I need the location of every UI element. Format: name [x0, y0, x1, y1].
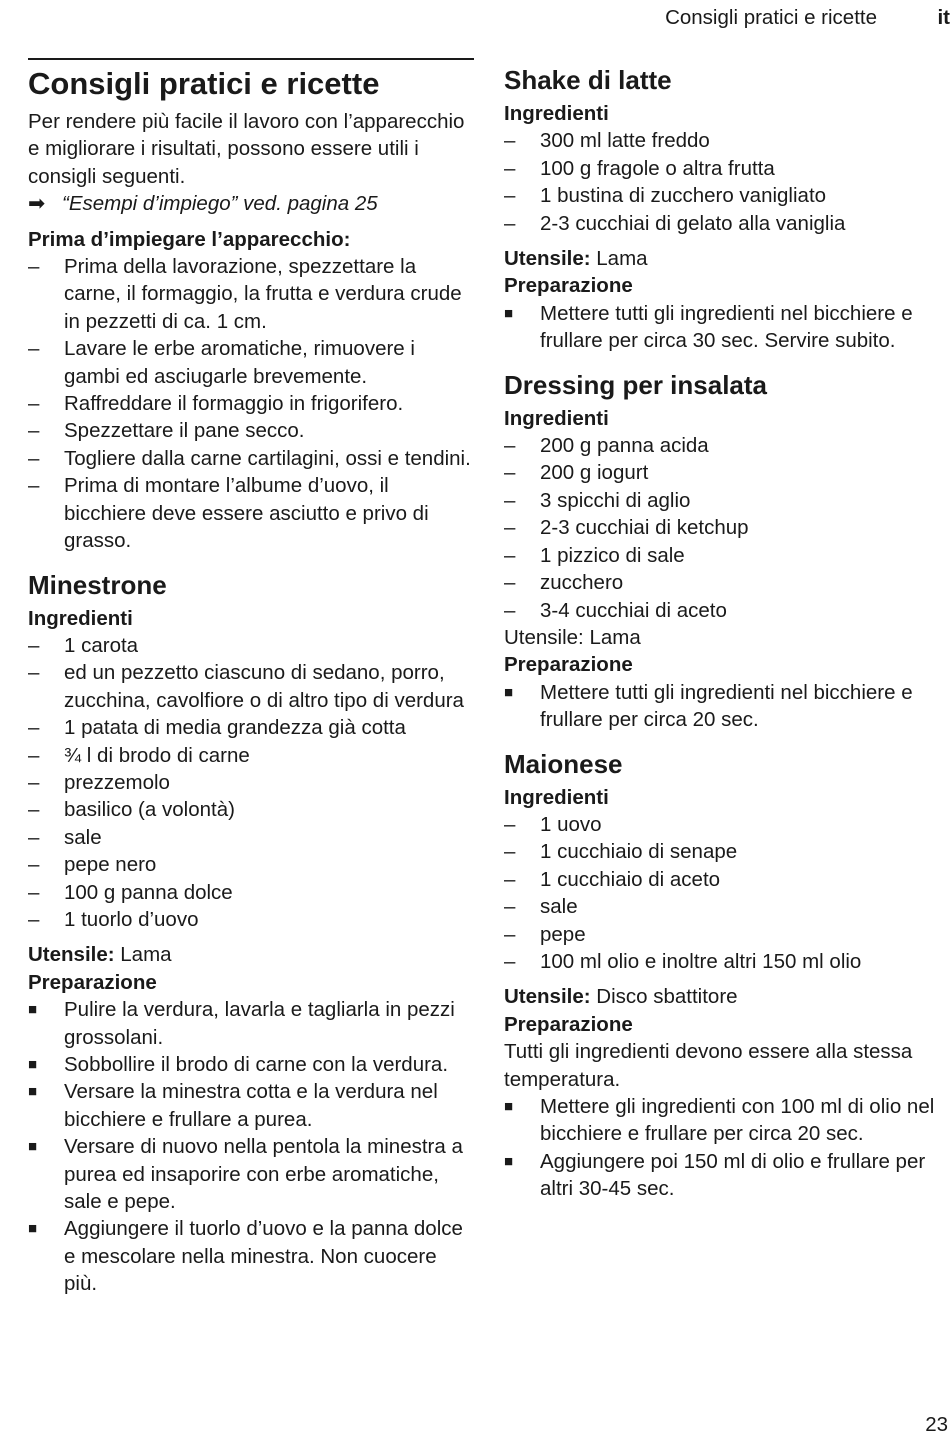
list-item-text: 1 cucchiaio di aceto — [540, 867, 721, 891]
list-item-text: ¾ l di brodo di carne — [64, 743, 250, 767]
list-item-text: Aggiungere il tuorlo d’uovo e la panna dolce e mescolare nella minestra. Non cuocere più. — [64, 1217, 463, 1296]
list-item — [28, 769, 474, 796]
dash-bullet-icon: – — [504, 488, 516, 512]
list-item-text: Mettere tutti gli ingredienti nel bicchiere e frullare per circa 20 sec. — [540, 680, 913, 732]
list-item-text: Spezzettare il pane secco. — [64, 419, 305, 443]
list-item-text: ed un pezzetto ciascuno di sedano, porro, zucchina, cavolfiore o di altro tipo di verdura — [64, 661, 464, 712]
square-bullet-icon: ■ — [28, 1138, 38, 1156]
list-item — [504, 838, 950, 865]
shake-ingredients-label: Ingredienti — [504, 102, 609, 125]
dash-bullet-icon: – — [28, 743, 40, 767]
list-item-text: 200 g panna acida — [540, 434, 709, 458]
list-item-text: Mettere gli ingredienti con 100 ml di olio nel bicchiere e frullare per circa 20 sec. — [540, 1095, 935, 1146]
list-item-text: 100 g panna dolce — [64, 880, 233, 904]
list-item — [28, 796, 474, 823]
maionese-ingredients-list — [504, 811, 950, 975]
before-use-heading: Prima d’impiegare l’apparecchio: — [28, 227, 351, 251]
list-item-text: sale — [64, 825, 102, 849]
list-item-text: Raffreddare il formaggio in frigorifero. — [64, 392, 404, 416]
list-item — [504, 921, 950, 948]
list-item — [504, 1148, 950, 1203]
maionese-tool-value: Disco sbattitore — [590, 985, 738, 1009]
list-item-text: pepe nero — [64, 853, 157, 877]
list-item — [504, 679, 950, 734]
list-item — [28, 445, 474, 472]
list-item-text: Prima di montare l’albume d’uovo, il bicchiere deve essere asciutto e privo di grasso. — [64, 474, 429, 553]
list-item — [504, 300, 950, 355]
list-item — [504, 569, 950, 596]
list-item-text: 100 g fragole o altra frutta — [540, 156, 775, 180]
list-item — [28, 253, 474, 335]
dash-bullet-icon: – — [28, 419, 40, 443]
page-title: Consigli pratici e ricette — [28, 66, 380, 101]
square-bullet-icon: ■ — [504, 304, 514, 322]
list-item — [504, 811, 950, 838]
list-item-text: Togliere dalla carne cartilagini, ossi e tendini. — [64, 446, 471, 470]
list-item — [504, 432, 950, 459]
dash-bullet-icon: – — [504, 949, 516, 973]
dash-bullet-icon: – — [28, 907, 40, 931]
maionese-tool — [504, 983, 950, 1010]
square-bullet-icon: ■ — [28, 1083, 38, 1101]
dash-bullet-icon: – — [504, 129, 516, 153]
dash-bullet-icon: – — [28, 392, 40, 416]
list-item — [28, 335, 474, 390]
square-bullet-icon: ■ — [28, 1001, 38, 1019]
list-item — [28, 851, 474, 878]
list-item-text: Lavare le erbe aromatiche, rimuovere i gambi ed asciugarle brevemente. — [64, 337, 415, 388]
list-item — [504, 893, 950, 920]
dash-bullet-icon: – — [504, 922, 516, 946]
list-item-text: Versare di nuovo nella pentola la minestra a purea ed insaporire con erbe aromatiche, sale e pepe. — [64, 1135, 463, 1214]
dressing-ingredients-list — [504, 432, 950, 624]
shake-tool-value: Lama — [590, 247, 648, 271]
dash-bullet-icon: – — [504, 184, 516, 208]
maionese-ingredients-label: Ingredienti — [504, 785, 609, 809]
list-item — [28, 714, 474, 741]
minestrone-title: Minestrone — [28, 569, 167, 600]
list-item — [504, 127, 950, 154]
dash-bullet-icon: – — [28, 825, 40, 849]
dash-bullet-icon: – — [28, 661, 40, 685]
shake-ingredients-list — [504, 127, 950, 237]
page-reference — [28, 190, 474, 217]
list-item-text: 1 patata di media grandezza già cotta — [64, 716, 406, 740]
list-item-text: 100 ml olio e inoltre altri 150 ml olio — [540, 949, 862, 973]
dash-bullet-icon: – — [504, 516, 516, 540]
list-item — [28, 824, 474, 851]
list-item-text: 3 spicchi di aglio — [540, 488, 691, 512]
list-item-text: zucchero — [540, 571, 624, 595]
list-item-text: Prima della lavorazione, spezzettare la carne, il formaggio, la frutta e verdura crude in pezzetti di ca. 1 cm. — [64, 255, 462, 333]
left-column — [28, 58, 474, 1298]
list-item-text: 3-4 cucchiai di aceto — [540, 598, 727, 622]
dash-bullet-icon: – — [504, 867, 516, 891]
page-reference-text: “Esempi d’impiego” ved. pagina 25 — [62, 192, 378, 216]
list-item-text: 1 cucchiaio di senape — [540, 840, 738, 864]
list-item — [504, 948, 950, 975]
minestrone-prep-label: Preparazione — [28, 970, 157, 994]
dash-bullet-icon: – — [28, 716, 40, 740]
list-item-text: Mettere tutti gli ingredienti nel bicchiere e frullare per circa 30 sec. Servire subito. — [540, 301, 913, 353]
minestrone-tool — [28, 941, 474, 968]
dressing-title: Dressing per insalata — [504, 369, 767, 400]
dressing-prep-label: Preparazione — [504, 653, 633, 677]
square-bullet-icon: ■ — [504, 1152, 514, 1170]
list-item-text: 1 pizzico di sale — [540, 543, 685, 567]
list-item — [504, 210, 950, 237]
shake-tool — [504, 245, 950, 272]
dressing-ingredients-label: Ingredienti — [504, 406, 609, 430]
maionese-tool-label: Utensile: — [504, 985, 591, 1009]
minestrone-steps-list — [28, 996, 474, 1297]
page-header — [0, 6, 950, 32]
dash-bullet-icon: – — [28, 798, 40, 822]
dash-bullet-icon: – — [28, 255, 40, 279]
dressing-tool: Utensile: Lama — [504, 625, 641, 649]
arrow-right-icon: ➡ — [28, 192, 46, 216]
maionese-prep-label: Preparazione — [504, 1012, 633, 1036]
right-column — [504, 64, 950, 1203]
list-item — [28, 472, 474, 554]
list-item-text: 2-3 cucchiai di gelato alla vaniglia — [540, 211, 846, 235]
list-item-text: pepe — [540, 922, 586, 946]
minestrone-tool-label: Utensile: — [28, 943, 115, 967]
list-item-text: Versare la minestra cotta e la verdura nel bicchiere e frullare a purea. — [64, 1080, 438, 1131]
dash-bullet-icon: – — [504, 895, 516, 919]
list-item-text: Pulire la verdura, lavarla e tagliarla in pezzi grossolani. — [64, 998, 455, 1049]
list-item — [504, 459, 950, 486]
shake-steps-list — [504, 300, 950, 355]
list-item — [28, 996, 474, 1051]
maionese-steps-list — [504, 1093, 950, 1203]
dash-bullet-icon: – — [504, 461, 516, 485]
dressing-steps-list — [504, 679, 950, 734]
dash-bullet-icon: – — [28, 880, 40, 904]
square-bullet-icon: ■ — [28, 1056, 38, 1073]
list-item — [28, 879, 474, 906]
list-item-text: 1 uovo — [540, 812, 602, 836]
list-item — [28, 1051, 474, 1078]
list-item-text: prezzemolo — [64, 770, 170, 794]
list-item — [504, 1093, 950, 1148]
dash-bullet-icon: – — [504, 211, 516, 235]
list-item-text: 1 bustina di zucchero vanigliato — [540, 184, 827, 208]
list-item-text: Aggiungere poi 150 ml di olio e frullare per altri 30-45 sec. — [540, 1149, 926, 1201]
list-item-text: 2-3 cucchiai di ketchup — [540, 516, 749, 540]
list-item — [504, 182, 950, 209]
list-item-text: 1 carota — [64, 633, 139, 657]
list-item — [28, 390, 474, 417]
list-item — [504, 514, 950, 541]
intro-text: Per rendere più facile il lavoro con l’apparecchio e migliorare i risultati, possono essere utili i consigli seguenti. — [28, 110, 465, 188]
list-item-text: basilico (a volontà) — [64, 798, 235, 822]
before-use-list — [28, 253, 474, 554]
dash-bullet-icon: – — [504, 434, 516, 458]
dash-bullet-icon: – — [504, 840, 516, 864]
dash-bullet-icon: – — [28, 474, 40, 498]
shake-title: Shake di latte — [504, 65, 672, 95]
dash-bullet-icon: – — [28, 446, 40, 470]
minestrone-ingredients-list — [28, 632, 474, 933]
list-item — [504, 155, 950, 182]
minestrone-tool-value: Lama — [114, 943, 172, 967]
square-bullet-icon: ■ — [28, 1220, 38, 1238]
dash-bullet-icon: – — [504, 571, 516, 595]
list-item — [28, 1133, 474, 1215]
page-number: 23 — [925, 1413, 948, 1436]
maionese-title: Maionese — [504, 748, 623, 779]
shake-tool-label: Utensile: — [504, 247, 591, 271]
list-item — [504, 597, 950, 624]
list-item-text: 200 g iogurt — [540, 461, 649, 485]
shake-prep-label: Preparazione — [504, 274, 633, 298]
square-bullet-icon: ■ — [504, 1098, 514, 1115]
dash-bullet-icon: – — [28, 770, 40, 794]
list-item-text: 300 ml latte freddo — [540, 129, 710, 153]
list-item — [28, 906, 474, 933]
square-bullet-icon: ■ — [504, 683, 514, 701]
dash-bullet-icon: – — [28, 337, 40, 361]
list-item — [28, 742, 474, 769]
list-item — [504, 487, 950, 514]
dash-bullet-icon: – — [504, 598, 516, 622]
list-item — [504, 542, 950, 569]
list-item-text: 1 tuorlo d’uovo — [64, 907, 199, 931]
list-item — [28, 632, 474, 659]
header-language: it — [937, 6, 950, 29]
list-item-text: sale — [540, 895, 578, 919]
dash-bullet-icon: – — [504, 812, 516, 836]
minestrone-ingredients-label: Ingredienti — [28, 606, 133, 630]
list-item — [28, 1215, 474, 1297]
list-item — [28, 1078, 474, 1133]
list-item — [504, 866, 950, 893]
list-item-text: Sobbollire il brodo di carne con la verdura. — [64, 1053, 449, 1076]
dash-bullet-icon: – — [28, 633, 40, 657]
header-section-title: Consigli pratici e ricette — [665, 6, 877, 29]
list-item — [28, 417, 474, 444]
list-item — [28, 659, 474, 714]
dash-bullet-icon: – — [28, 853, 40, 877]
dash-bullet-icon: – — [504, 156, 516, 180]
maionese-prep-intro: Tutti gli ingredienti devono essere alla stessa temperatura. — [504, 1040, 913, 1091]
dash-bullet-icon: – — [504, 543, 516, 567]
